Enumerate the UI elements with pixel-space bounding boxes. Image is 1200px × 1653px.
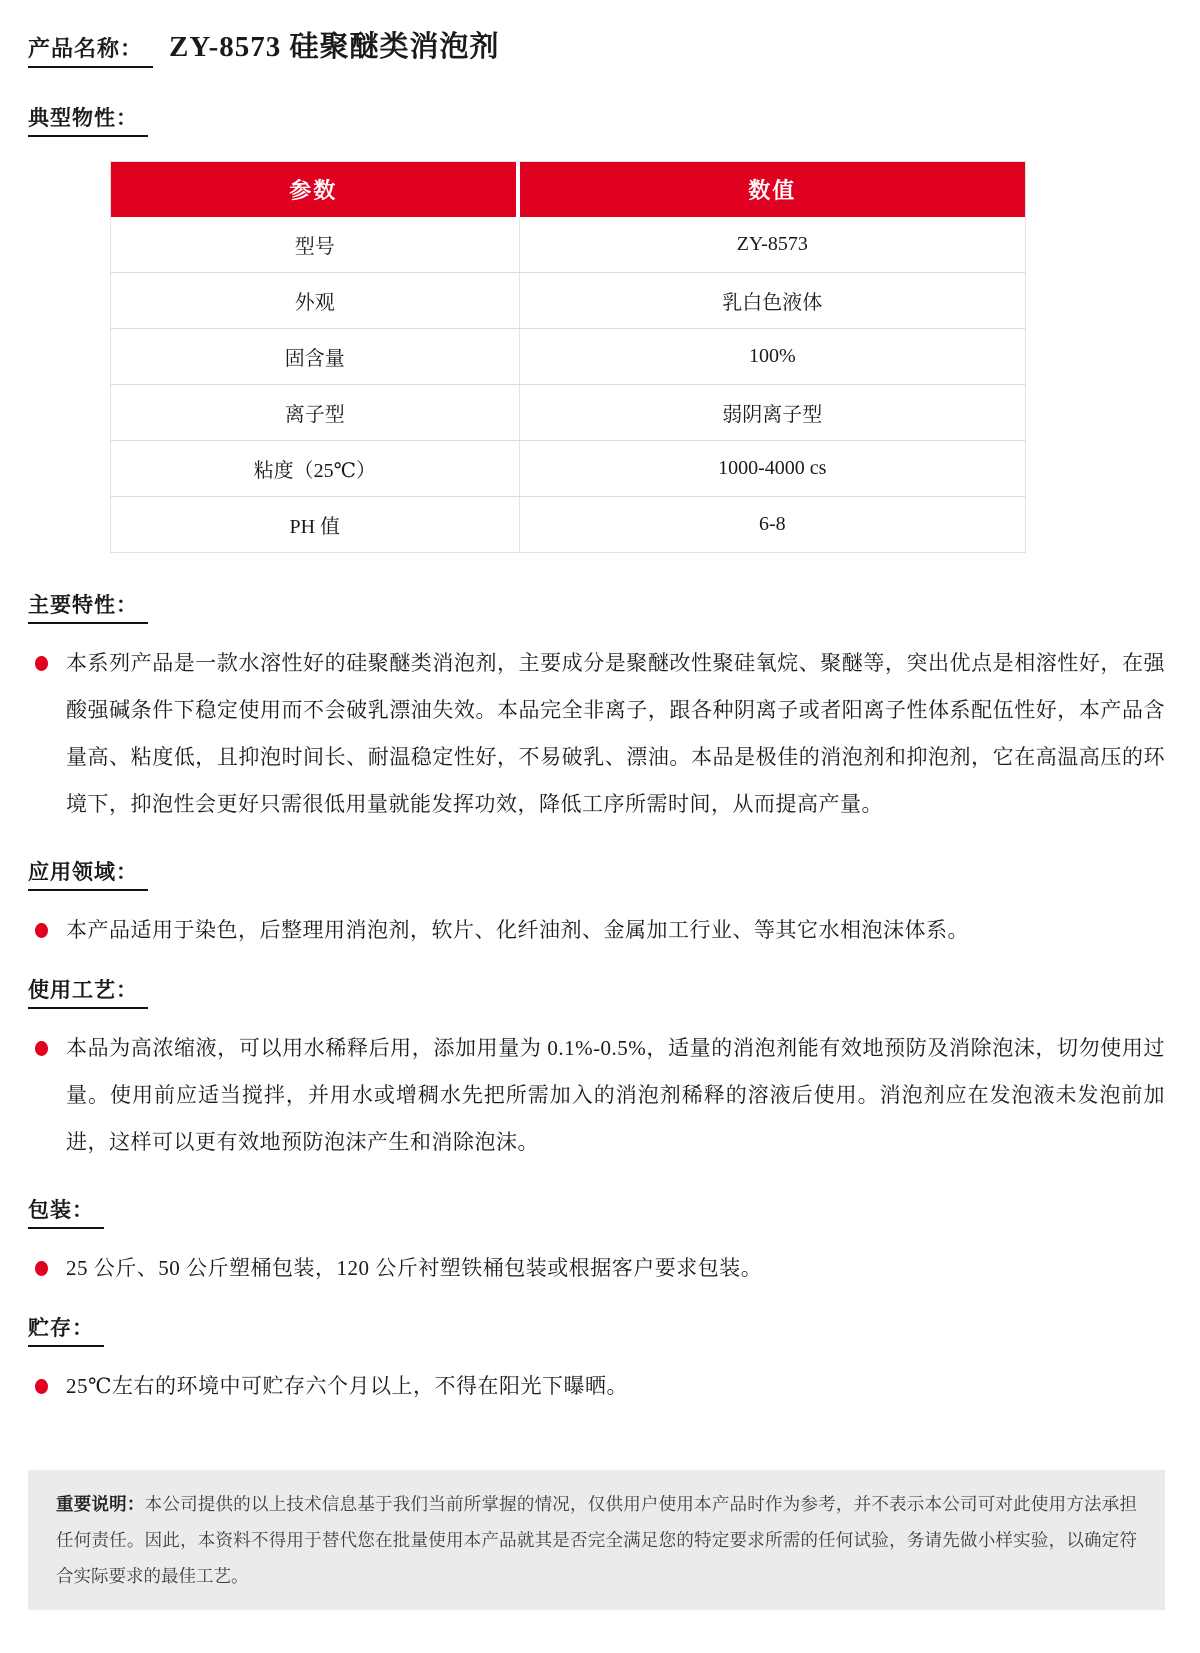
- section-heading-applications: 应用领域：: [28, 856, 1165, 891]
- param-header-cell: 参数: [111, 162, 520, 217]
- param-cell: 外观: [111, 273, 520, 328]
- bullet-dot-icon: [35, 1379, 48, 1394]
- bullet-dot-icon: [35, 1261, 48, 1276]
- properties-table: [110, 161, 1026, 553]
- table-row: [111, 217, 1025, 273]
- value-cell: 乳白色液体: [722, 292, 823, 314]
- bullet-dot-icon: [35, 923, 48, 938]
- table-row: [111, 273, 1025, 329]
- param-cell: 固含量: [111, 329, 520, 384]
- disclaimer-text: 本公司提供的以上技术信息基于我们当前所掌握的情况，仅供用户使用本产品时作为参考，并不表示本公司可对此使用方法承担任何责任。因此，本资料不得用于替代您在批量使用本产品就其是否完全满足您的特定要求所需的任何试验，务请先做小样实验，以确定符合实际要求的最佳工艺。: [56, 1494, 1137, 1586]
- bullet-text: 25℃左右的环境中可贮存六个月以上，不得在阳光下曝晒。: [66, 1374, 628, 1398]
- value-cell: 6-8: [758, 513, 786, 535]
- value-cell: 弱阴离子型: [722, 404, 823, 426]
- table-row: [111, 441, 1025, 497]
- bullet-item: [28, 1363, 1165, 1410]
- table-row: [111, 329, 1025, 385]
- bullet-text: 25 公斤、50 公斤塑桶包装，120 公斤衬塑铁桶包装或根据客户要求包装。: [66, 1256, 763, 1280]
- bullet-item: [28, 640, 1165, 828]
- section-heading-main-features: 主要特性：: [28, 589, 1165, 624]
- product-name-label: 产品名称：: [28, 32, 153, 68]
- value-cell: ZY-8573: [736, 233, 808, 255]
- value-cell: 100%: [748, 345, 796, 367]
- bullet-item: [28, 1245, 1165, 1292]
- bullet-item: [28, 1025, 1165, 1166]
- table-header-row: [111, 162, 1025, 217]
- param-cell: 粘度（25℃）: [111, 441, 520, 496]
- disclaimer-box: [28, 1470, 1165, 1610]
- section-heading-packaging: 包装：: [28, 1194, 1165, 1229]
- table-row: [111, 497, 1025, 552]
- value-header-cell: 数值: [520, 162, 1025, 217]
- bullet-text: 本品为高浓缩液，可以用水稀释后用，添加用量为 0.1%-0.5%，适量的消泡剂能有效地预防及消除泡沫，切勿使用过量。使用前应适当搅拌，并用水或增稠水先把所需加入的消泡剂稀释的溶液后使用。消泡剂应在发泡液未发泡前加进，这样可以更有效地预防泡沫产生和消除泡沫。: [66, 1036, 1165, 1154]
- bullet-text: 本产品适用于染色，后整理用消泡剂，软片、化纤油剂、金属加工行业、等其它水相泡沫体系。: [66, 918, 969, 942]
- product-title: ZY-8573 硅聚醚类消泡剂: [169, 31, 500, 63]
- section-heading-usage: 使用工艺：: [28, 974, 1165, 1009]
- table-row: [111, 385, 1025, 441]
- param-cell: 离子型: [111, 385, 520, 440]
- bullet-item: [28, 907, 1165, 954]
- value-cell: 1000-4000 cs: [718, 457, 827, 479]
- section-heading-typical-properties: 典型物性：: [28, 102, 1165, 137]
- bullet-dot-icon: [35, 656, 48, 671]
- document-header: [28, 24, 1165, 68]
- param-cell: PH 值: [111, 497, 520, 552]
- section-heading-storage: 贮存：: [28, 1312, 1165, 1347]
- bullet-text: 本系列产品是一款水溶性好的硅聚醚类消泡剂，主要成分是聚醚改性聚硅氧烷、聚醚等，突出优点是相溶性好，在强酸强碱条件下稳定使用而不会破乳漂油失效。本品完全非离子，跟各种阴离子或者阳离子性体系配伍性好，本产品含量高、粘度低，且抑泡时间长、耐温稳定性好，不易破乳、漂油。本品是极佳的消泡剂和抑泡剂，它在高温高压的环境下，抑泡性会更好只需很低用量就能发挥功效，降低工序所需时间，从而提高产量。: [66, 651, 1165, 816]
- bullet-dot-icon: [35, 1041, 48, 1056]
- param-cell: 型号: [111, 217, 520, 272]
- disclaimer-label: 重要说明：: [56, 1494, 145, 1514]
